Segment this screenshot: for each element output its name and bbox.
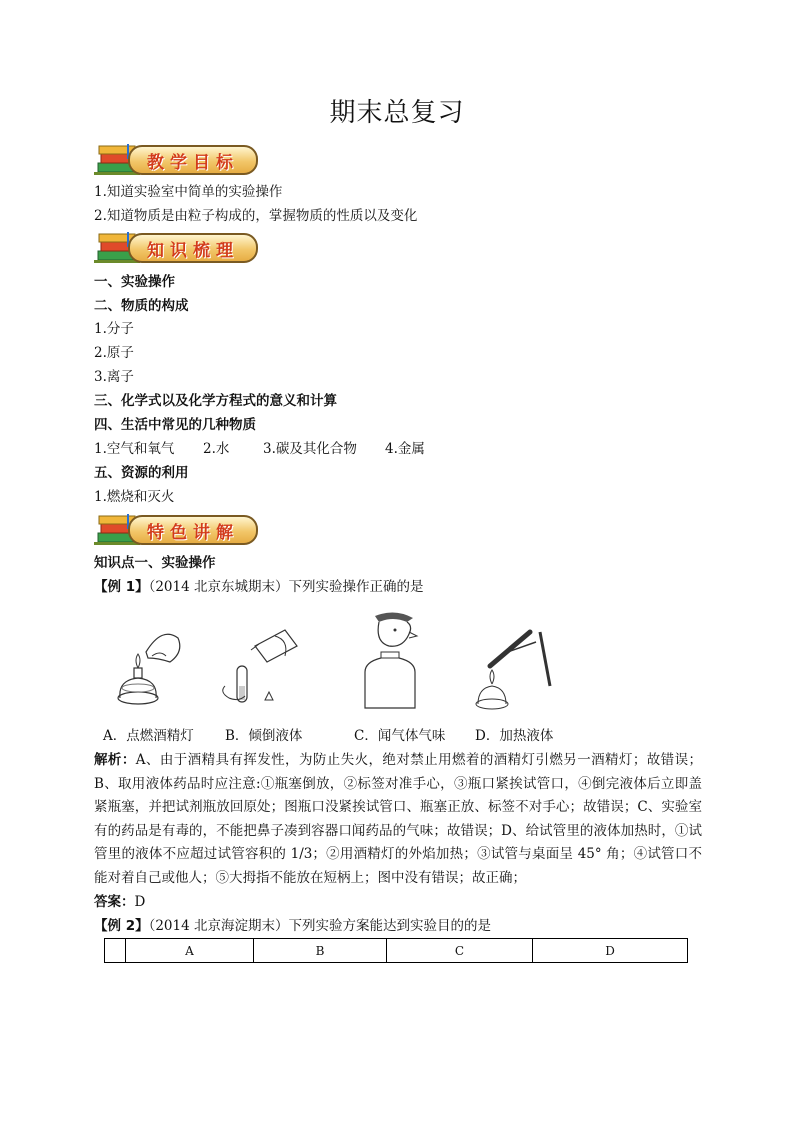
banner-teaching-goals bbox=[94, 141, 260, 177]
table-header-d: D bbox=[533, 939, 688, 963]
option-b: B．倾倒液体 bbox=[225, 728, 303, 744]
list-item: 1.空气和氧气 bbox=[94, 441, 175, 457]
heating-liquid-illustration bbox=[470, 626, 560, 716]
answer-value: D bbox=[134, 894, 146, 910]
example-1-answer bbox=[94, 892, 145, 912]
banner-pill bbox=[128, 233, 258, 263]
list-item: 3.离子 bbox=[94, 369, 134, 385]
knowledge-point-title: 知识点一、实验操作 bbox=[94, 555, 216, 571]
table-header-b: B bbox=[254, 939, 387, 963]
section-heading: 四、生活中常见的几种物质 bbox=[94, 417, 256, 433]
goal-2: 2.知道物质是由粒子构成的，掌握物质的性质以及变化 bbox=[94, 208, 418, 224]
pouring-liquid-illustration bbox=[215, 626, 305, 716]
section-heading: 三、化学式以及化学方程式的意义和计算 bbox=[94, 393, 337, 409]
table-cell-empty bbox=[105, 939, 126, 963]
table-header-a: A bbox=[126, 939, 254, 963]
alcohol-lamp-lighting-illustration bbox=[108, 622, 188, 714]
section-heading: 一、实验操作 bbox=[94, 274, 175, 290]
smelling-gas-illustration bbox=[355, 608, 431, 712]
list-item: 2.水 bbox=[203, 441, 230, 457]
list-item: 3.碳及其化合物 bbox=[263, 441, 357, 457]
banner-label: 特色讲解 bbox=[147, 523, 239, 543]
example-1-options bbox=[0, 724, 794, 744]
list-item: 2.原子 bbox=[94, 345, 134, 361]
example-1-analysis bbox=[94, 749, 702, 891]
analysis-label: 解析： bbox=[94, 752, 136, 768]
example-2-question bbox=[94, 916, 491, 936]
question-text: （2014 北京东城期末）下列实验操作正确的是 bbox=[148, 579, 424, 595]
banner-pill bbox=[128, 515, 258, 545]
option-c: C．闻气体气味 bbox=[354, 728, 446, 744]
question-text: （2014 北京海淀期末）下列实验方案能达到实验目的的是 bbox=[148, 918, 491, 934]
list-item: 1.分子 bbox=[94, 321, 134, 337]
goal-1: 1.知道实验室中简单的实验操作 bbox=[94, 184, 283, 200]
page-title: 期末总复习 bbox=[329, 98, 465, 128]
banner-label: 教学目标 bbox=[147, 153, 239, 173]
analysis-text: A、由于酒精具有挥发性，为防止失火，绝对禁止用燃着的酒精灯引燃另一酒精灯；故错误；B、取用液体药品时应注意:①瓶塞倒放，②标签对准手心，③瓶口紧挨试管口，④倒完液体后立即盖紧瓶塞，并把试剂瓶放回原处；图瓶口没紧挨试管口、瓶塞正放、标签不对手心；故错误；C、实验室有的药品是有毒的，不能把鼻子凑到容器口闻药品的气味；故错误；D、给试管里的液体加热时，①试管里的液体不应超过试管容积的 1/3；②用酒精灯的外焰加热；③试管与桌面呈 45° 角；④试管口不能对着自己或他人；⑤大拇指不能放在短柄上；图中没有错误；故正确； bbox=[94, 752, 703, 886]
banner-label: 知识梳理 bbox=[147, 241, 239, 261]
example-label: 【例 2】 bbox=[94, 918, 149, 934]
list-item: 1.燃烧和灭火 bbox=[94, 489, 175, 505]
banner-knowledge-outline bbox=[94, 229, 260, 265]
section-heading: 五、资源的利用 bbox=[94, 465, 189, 481]
banner-pill bbox=[128, 145, 258, 175]
banner-feature-explanation bbox=[94, 511, 260, 547]
option-a: A．点燃酒精灯 bbox=[103, 728, 194, 744]
example-1-question bbox=[94, 577, 424, 597]
list-item: 4.金属 bbox=[385, 441, 425, 457]
answer-label: 答案： bbox=[94, 894, 135, 910]
example-label: 【例 1】 bbox=[94, 579, 149, 595]
option-d: D．加热液体 bbox=[475, 728, 554, 744]
table-row bbox=[105, 939, 688, 963]
example-2-options-table bbox=[104, 938, 688, 963]
section-heading: 二、物质的构成 bbox=[94, 298, 189, 314]
table-header-c: C bbox=[387, 939, 533, 963]
